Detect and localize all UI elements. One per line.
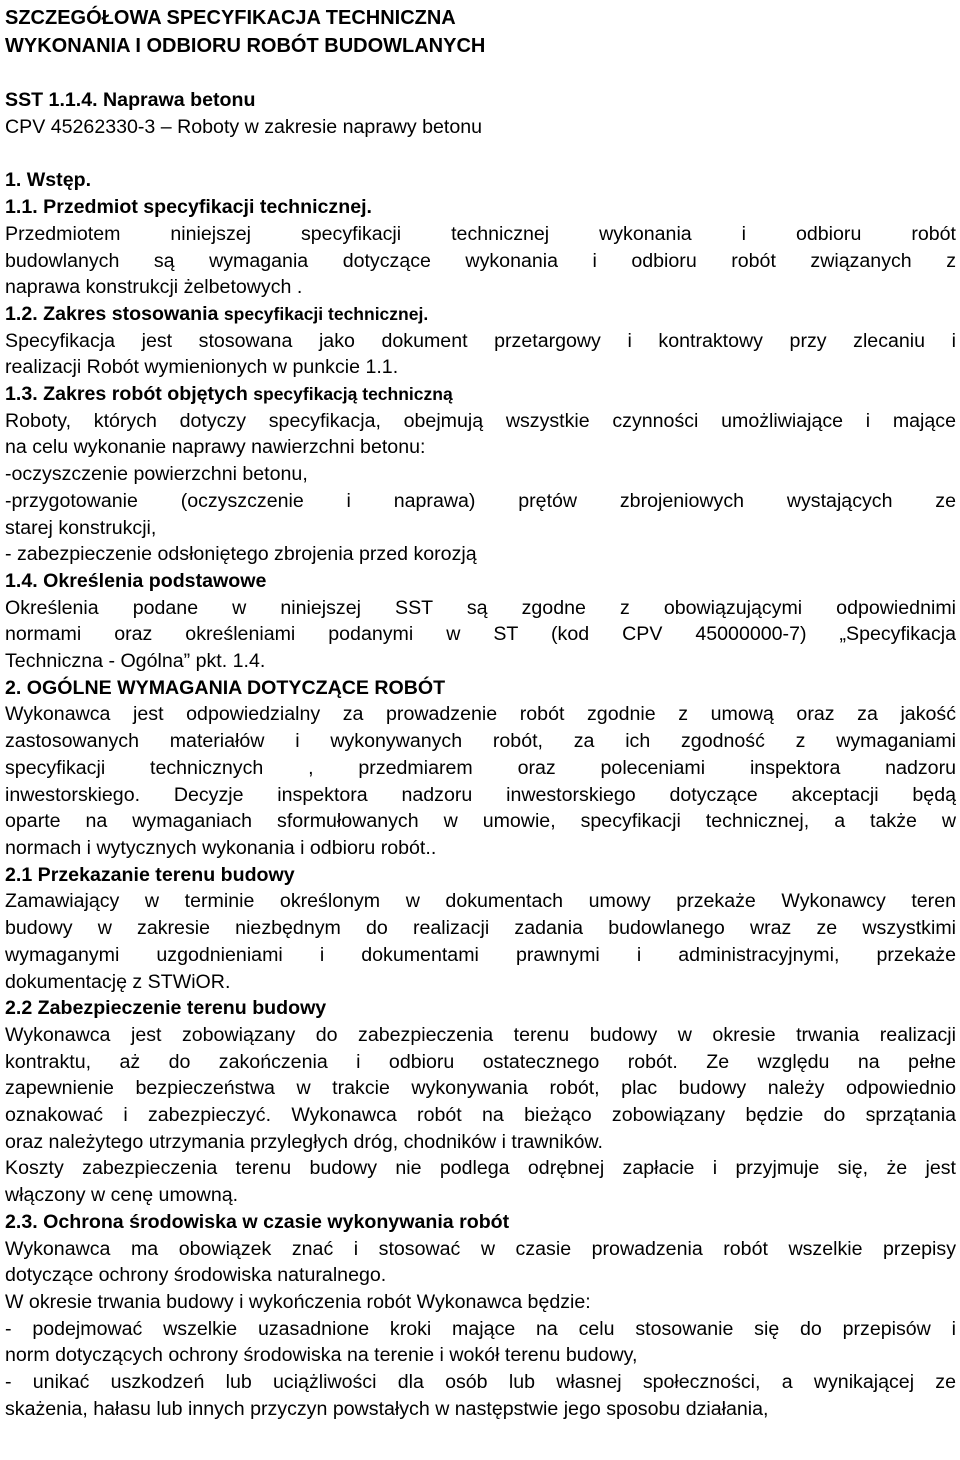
paragraph-line: Określenia podane w niniejszej SST są zgodne z obowiązującymi odpowiednimi [5, 596, 956, 619]
paragraph-line: Wykonawca jest odpowiedzialny za prowadzenie robót zgodnie z umową oraz za jakość [5, 703, 956, 726]
paragraph-line: Roboty, których dotyczy specyfikacja, obejmują wszystkie czynności umożliwiające i mające [5, 409, 956, 432]
paragraph-line: -przygotowanie (oczyszczenie i naprawa) prętów zbrojeniowych wystających ze [5, 489, 956, 512]
paragraph-line: budowlanych są wymagania dotyczące wykonania i odbioru robót związanych z [5, 249, 956, 272]
cpv-code: CPV 45262330-3 – Roboty w zakresie naprawy betonu [5, 115, 483, 138]
document-title-line-1: SZCZEGÓŁOWA SPECYFIKACJA TECHNICZNA [5, 7, 456, 29]
paragraph-line: normach i wytycznych wykonania i odbioru robót.. [5, 836, 437, 859]
paragraph-line: specyfikacji technicznych , przedmiarem oraz poleceniami inspektora nadzoru [5, 756, 956, 779]
paragraph-line: - unikać uszkodzeń lub uciążliwości dla osób lub własnej społeczności, a wynikającej ze [5, 1371, 956, 1394]
section-1-3-heading-number: 1.3. Zakres robót objętych [5, 383, 248, 406]
paragraph-line: Specyfikacja jest stosowana jako dokument przetargowy i kontraktowy przy zlecaniu i [5, 329, 956, 352]
section-2-heading: 2. OGÓLNE WYMAGANIA DOTYCZĄCE ROBÓT [5, 676, 446, 699]
paragraph-line: Wykonawca ma obowiązek znać i stosować w czasie prowadzenia robót wszelkie przepisy [5, 1237, 956, 1260]
section-1-2-heading-number: 1.2. Zakres stosowania [5, 302, 219, 325]
paragraph-line: na celu wykonanie naprawy nawierzchni betonu: [5, 436, 426, 459]
paragraph-line: dokumentację z STWiOR. [5, 970, 231, 993]
section-1-1-heading: 1.1. Przedmiot specyfikacji technicznej. [5, 196, 372, 219]
paragraph-line: Zamawiający w terminie określonym w dokumentach umowy przekaże Wykonawcy teren [5, 890, 956, 913]
section-2-2-heading: 2.2 Zabezpieczenie terenu budowy [5, 997, 327, 1020]
paragraph-line: zapewnienie bezpieczeństwa w trakcie wykonywania robót, plac budowy należy odpowiednio [5, 1077, 956, 1100]
section-1-4-heading: 1.4. Określenia podstawowe [5, 569, 267, 592]
section-1-2-heading [5, 301, 956, 328]
sst-code: SST 1.1.4. Naprawa betonu [5, 89, 256, 111]
paragraph-line: Wykonawca jest zobowiązany do zabezpieczenia terenu budowy w okresie trwania realizacji [5, 1023, 956, 1046]
paragraph-line: kontraktu, aż do zakończenia i odbioru ostatecznego robót. Ze względu na pełne [5, 1050, 956, 1073]
document-title-line-2: WYKONANIA I ODBIORU ROBÓT BUDOWLANYCH [5, 35, 486, 57]
paragraph-line: włączony w cenę umowną. [5, 1184, 239, 1207]
paragraph-line: -oczyszczenie powierzchni betonu, [5, 463, 308, 486]
paragraph-line: realizacji Robót wymienionych w punkcie 1.1. [5, 356, 399, 379]
section-1-2-heading-rest: specyfikacji technicznej. [223, 303, 429, 324]
section-2-1-heading: 2.1 Przekazanie terenu budowy [5, 863, 295, 886]
paragraph-line: Techniczna - Ogólna” pkt. 1.4. [5, 650, 266, 673]
paragraph-line: normami oraz określeniami podanymi w ST (kod CPV 45000000-7) „Specyfikacja [5, 623, 956, 646]
paragraph-line: inwestorskiego. Decyzje inspektora nadzoru inwestorskiego dotyczące akceptacji będą [5, 783, 956, 806]
paragraph-line: budowy w zakresie niezbędnym do realizacji zadania budowlanego wraz ze wszystkimi [5, 917, 956, 940]
paragraph-line: oraz należytego utrzymania przyległych dróg, chodników i trawników. [5, 1130, 603, 1153]
paragraph-line: dotyczące ochrony środowiska naturalnego. [5, 1264, 387, 1287]
section-1-heading: 1. Wstęp. [5, 169, 92, 192]
paragraph-line: norm dotyczących ochrony środowiska na terenie i wokół terenu budowy, [5, 1344, 638, 1367]
section-1-3-heading [5, 381, 956, 408]
paragraph-line: skażenia, hałasu lub innych przyczyn powstałych w następstwie jego sposobu działania, [5, 1397, 769, 1420]
paragraph-line: starej konstrukcji, [5, 516, 157, 539]
paragraph-line: zastosowanych materiałów i wykonywanych robót, za ich zgodność z wymaganiami [5, 730, 956, 753]
paragraph-line: W okresie trwania budowy i wykończenia robót Wykonawca będzie: [5, 1290, 591, 1313]
paragraph-line: - zabezpieczenie odsłoniętego zbrojenia przed korozją [5, 543, 477, 566]
paragraph-line: naprawa konstrukcji żelbetowych . [5, 276, 303, 299]
paragraph-line: Przedmiotem niniejszej specyfikacji technicznej wykonania i odbioru robót [5, 222, 956, 245]
paragraph-line: - podejmować wszelkie uzasadnione kroki mające na celu stosowanie się do przepisów i [5, 1317, 956, 1340]
section-1-3-heading-rest: specyfikacją techniczną [253, 384, 453, 405]
paragraph-line: wymaganymi uzgodnieniami i dokumentami prawnymi i administracyjnymi, przekaże [5, 943, 956, 966]
paragraph-line: oparte na wymaganiach sformułowanych w umowie, specyfikacji technicznej, a także w [5, 810, 956, 833]
section-2-3-heading: 2.3. Ochrona środowiska w czasie wykonywania robót [5, 1210, 510, 1233]
paragraph-line: Koszty zabezpieczenia terenu budowy nie podlega odrębnej zapłacie i przyjmuje się, że jest [5, 1157, 956, 1180]
paragraph-line: oznakować i zabezpieczyć. Wykonawca robót na bieżąco zobowiązany będzie do sprzątania [5, 1104, 956, 1127]
